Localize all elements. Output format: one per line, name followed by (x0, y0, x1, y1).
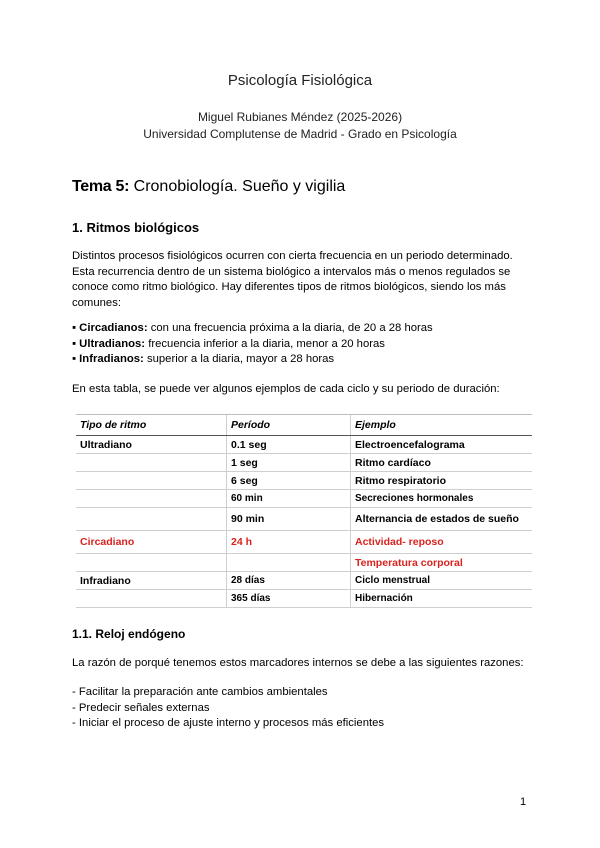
rhythm-types-list (72, 321, 542, 368)
cell-tipo (76, 554, 227, 572)
intro-line: comunes: (72, 296, 121, 309)
table-header-row (76, 415, 532, 436)
cell-ejemplo: Hibernación (351, 590, 533, 608)
header-tipo: Tipo de ritmo (76, 415, 227, 436)
cell-ejemplo: Ritmo respiratorio (351, 472, 533, 490)
table-row-highlight (76, 531, 532, 554)
page-number: 1 (520, 796, 527, 808)
table-row-highlight (76, 554, 532, 572)
intro-line: Distintos procesos fisiológicos ocurren con cierta frecuencia en un periodo determinado. (72, 250, 513, 262)
header-periodo: Período (227, 415, 351, 436)
list-item (72, 337, 542, 353)
topic-label: Tema 5: (72, 178, 130, 195)
cell-ejemplo: Ritmo cardíaco (351, 454, 533, 472)
cell-ejemplo: Temperatura corporal (351, 554, 533, 572)
cell-periodo: 1 seg (227, 454, 351, 472)
list-item (72, 321, 542, 337)
cell-ejemplo: Actividad- reposo (351, 531, 533, 554)
cell-ejemplo: Alternancia de estados de sueño (351, 508, 533, 531)
cell-tipo: Circadiano (76, 531, 227, 554)
reasons-intro: La razón de porqué tenemos estos marcadores internos se debe a las siguientes razones: (72, 657, 524, 669)
cell-tipo (76, 590, 227, 608)
table-row (76, 508, 532, 531)
cell-periodo: 0.1 seg (227, 436, 351, 454)
cell-tipo (76, 454, 227, 472)
list-item: - Iniciar el proceso de ajuste interno y procesos más eficientes (72, 717, 385, 729)
cell-tipo: Infradiano (76, 572, 227, 590)
table-row (76, 472, 532, 490)
cell-tipo (76, 472, 227, 490)
intro-line: Esta recurrencia dentro de un sistema biológico a intervalos más o menos regulados se (72, 265, 511, 278)
section-heading-ritmos: 1. Ritmos biológicos (72, 220, 200, 235)
term-description: con una frecuencia próxima a la diaria, de 20 a 28 horas (147, 322, 433, 334)
list-item: - Facilitar la preparación ante cambios ambientales (72, 686, 328, 698)
term-circadianos: Circadianos: (79, 322, 148, 334)
reasons-list (72, 685, 542, 732)
list-item: - Predecir señales externas (72, 701, 210, 714)
document-title: Psicología Fisiológica (227, 72, 373, 89)
bullet: ▪ (72, 353, 80, 365)
table-row (76, 572, 532, 590)
table-row (76, 490, 532, 508)
cell-ejemplo: Ciclo menstrual (351, 572, 533, 590)
table-row (76, 436, 532, 454)
table-intro: En esta tabla, se puede ver algunos ejemplos de cada ciclo y su periodo de duración: (72, 383, 500, 395)
topic-text: Cronobiología. Sueño y vigilia (129, 178, 346, 195)
term-infradianos: Infradianos: (79, 353, 144, 365)
table-row (76, 454, 532, 472)
cell-periodo: 365 días (227, 590, 351, 608)
section-heading-reloj: 1.1. Reloj endógeno (72, 627, 186, 641)
cell-periodo: 6 seg (227, 472, 351, 490)
topic-heading (72, 178, 345, 196)
cell-periodo: 28 días (227, 572, 351, 590)
term-ultradianos: Ultradianos: (79, 337, 146, 350)
intro-line: conoce como ritmo biológico. Hay diferentes tipos de ritmos biológicos, siendo los más (72, 281, 506, 293)
term-description: frecuencia inferior a la diaria, menor a 20 horas (145, 337, 385, 350)
cell-periodo: 90 min (227, 508, 351, 531)
cell-periodo: 24 h (227, 531, 351, 554)
cell-ejemplo: Secreciones hormonales (351, 490, 533, 508)
table-row (76, 590, 532, 608)
cell-periodo: 60 min (227, 490, 351, 508)
cell-ejemplo: Electroencefalograma (351, 436, 533, 454)
intro-paragraph (72, 249, 542, 311)
cell-tipo: Ultradiano (76, 436, 227, 454)
list-item (72, 352, 542, 368)
cell-periodo (227, 554, 351, 572)
cell-tipo (76, 508, 227, 531)
bullet: ▪ (72, 322, 80, 334)
term-description: superior a la diaria, mayor a 28 horas (143, 353, 335, 365)
cell-tipo (76, 490, 227, 508)
bullet: ▪ (72, 337, 80, 350)
header-ejemplo: Ejemplo (351, 415, 533, 436)
author-line: Miguel Rubianes Méndez (2025-2026) (197, 110, 403, 124)
university-line: Universidad Complutense de Madrid - Grado en Psicología (143, 127, 457, 141)
rhythms-table (76, 414, 532, 608)
